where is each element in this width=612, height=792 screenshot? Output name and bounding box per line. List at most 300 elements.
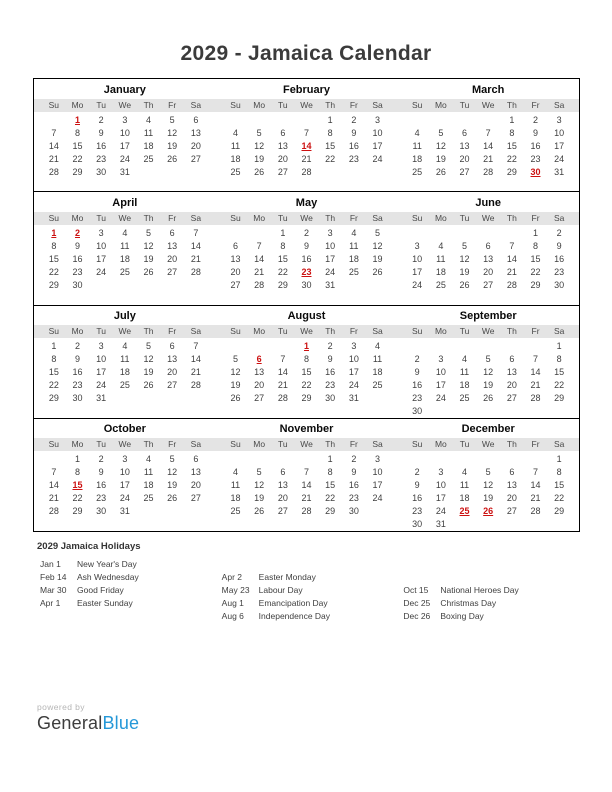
- day-cell: 22: [72, 154, 83, 164]
- month-title-row: [34, 306, 579, 325]
- day-cell: 7: [303, 128, 309, 138]
- holiday-item: [37, 571, 219, 584]
- day-cell: 14: [301, 480, 312, 490]
- day-cell: 13: [254, 366, 265, 377]
- weekday-label: Tu: [96, 100, 106, 110]
- weekday-label: Fr: [531, 100, 540, 110]
- empty-day-cell: [524, 453, 548, 466]
- holiday-date: Oct 15: [403, 585, 429, 595]
- day-cell: 13: [459, 141, 470, 151]
- day-cell: 18: [230, 493, 241, 503]
- day-cell: 16: [554, 254, 565, 265]
- weekday-label: Tu: [459, 100, 470, 110]
- day-cell: 4: [462, 467, 468, 477]
- empty-day-cell: [247, 114, 271, 127]
- day-cell: 8: [303, 353, 309, 364]
- day-cell: 22: [48, 267, 59, 278]
- day-cell: 6: [509, 353, 515, 364]
- day-cell: 11: [412, 141, 422, 151]
- day-cell: 7: [303, 467, 309, 477]
- day-cell: 29: [506, 167, 517, 177]
- day-cell: 1: [556, 340, 562, 351]
- weekday-group: [216, 99, 398, 112]
- day-cell: 30: [96, 167, 107, 177]
- day-cell: 15: [301, 366, 312, 377]
- holiday-name: Boxing Day: [440, 611, 484, 621]
- day-cell: 23: [348, 154, 359, 164]
- holiday-column: [219, 571, 401, 623]
- day-cell: 26: [167, 493, 178, 503]
- weekday-label: Tu: [459, 325, 470, 336]
- day-cell: 13: [167, 241, 178, 252]
- day-cell: 22: [48, 379, 59, 390]
- day-cell: 3: [351, 340, 357, 351]
- day-cell: 21: [48, 154, 59, 164]
- day-cell: 5: [169, 115, 175, 125]
- day-cell: 23: [348, 493, 359, 503]
- month-days-row: [34, 451, 579, 531]
- day-cell: 30: [301, 280, 312, 291]
- day-cell: 23: [554, 267, 565, 278]
- day-cell: 15: [554, 366, 565, 377]
- weekday-label: Th: [143, 213, 154, 224]
- day-cell: 30: [348, 506, 359, 516]
- day-cell: 16: [72, 254, 83, 265]
- day-cell: 5: [232, 353, 238, 364]
- day-cell: 22: [554, 379, 565, 390]
- day-cell: 8: [51, 241, 57, 252]
- day-cell: 2: [74, 340, 80, 351]
- day-cell: 4: [122, 340, 128, 351]
- day-cell: 19: [254, 154, 265, 164]
- day-cell: 3: [122, 454, 128, 464]
- weekday-group: [397, 325, 579, 338]
- day-cell: 11: [230, 141, 241, 151]
- day-cell: 24: [554, 154, 565, 164]
- day-cell: 25: [459, 392, 470, 403]
- month-title-july: July: [113, 309, 136, 322]
- weekday-label: Tu: [96, 325, 106, 336]
- empty-day-cell: [476, 340, 500, 353]
- weekday-label: Mo: [434, 439, 447, 449]
- empty-day-cell: [500, 227, 524, 240]
- day-cell: 26: [143, 379, 154, 390]
- holiday-day-cell: 1: [51, 228, 57, 239]
- day-cell: 26: [459, 280, 470, 291]
- day-grid-april: [34, 225, 216, 304]
- day-cell: 18: [372, 366, 383, 377]
- day-cell: 1: [74, 454, 80, 464]
- day-cell: 20: [506, 493, 517, 503]
- day-cell: 27: [190, 154, 201, 164]
- day-cell: 4: [232, 128, 238, 138]
- day-cell: 30: [72, 392, 83, 403]
- weekday-label: Th: [143, 325, 154, 336]
- day-cell: 9: [303, 241, 309, 252]
- day-cell: 19: [143, 366, 154, 377]
- day-cell: 14: [254, 254, 265, 265]
- day-cell: 28: [301, 167, 312, 177]
- day-cell: 28: [530, 506, 541, 516]
- month-title-march: March: [471, 84, 505, 96]
- day-cell: 17: [119, 480, 130, 490]
- weekday-header-row: [34, 99, 579, 112]
- empty-day-cell: [405, 227, 429, 240]
- day-cell: 31: [554, 167, 565, 177]
- holiday-day-cell: 1: [303, 340, 309, 351]
- day-cell: 16: [325, 366, 336, 377]
- day-cell: 15: [530, 254, 541, 265]
- day-cell: 11: [372, 353, 383, 364]
- day-cell: 21: [506, 267, 517, 278]
- day-cell: 25: [230, 506, 241, 516]
- day-cell: 31: [348, 392, 359, 403]
- day-cell: 1: [51, 340, 57, 351]
- empty-day-cell: [247, 227, 271, 240]
- powered-by-text: powered by: [37, 702, 85, 712]
- day-cell: 16: [412, 379, 423, 390]
- holiday-item: [219, 584, 401, 597]
- weekday-label: Su: [411, 100, 423, 110]
- day-cell: 19: [254, 493, 265, 503]
- day-cell: 8: [51, 353, 57, 364]
- day-cell: 20: [254, 379, 265, 390]
- weekday-label: Th: [143, 439, 154, 449]
- day-cell: 26: [230, 392, 241, 403]
- month-title-february: February: [282, 84, 331, 96]
- day-cell: 31: [325, 280, 336, 291]
- holiday-name: National Heroes Day: [440, 585, 519, 595]
- day-cell: 15: [277, 254, 288, 265]
- empty-day-cell: [42, 114, 66, 127]
- day-cell: 7: [509, 241, 515, 252]
- weekday-label: We: [118, 439, 132, 449]
- weekday-label: We: [481, 100, 495, 110]
- weekday-label: Tu: [278, 325, 288, 336]
- day-cell: 1: [533, 228, 539, 239]
- weekday-label: Sa: [190, 100, 202, 110]
- day-cell: 25: [412, 167, 423, 177]
- day-cell: 15: [48, 366, 59, 377]
- weekday-label: Sa: [554, 439, 565, 449]
- weekday-label: Mo: [434, 100, 447, 110]
- day-cell: 22: [301, 379, 312, 390]
- empty-day-cell: [429, 114, 453, 127]
- weekday-label: Sa: [190, 213, 202, 224]
- day-cell: 22: [506, 154, 517, 164]
- day-cell: 24: [435, 392, 446, 403]
- day-cell: 13: [277, 141, 288, 151]
- day-cell: 19: [435, 154, 446, 164]
- day-cell: 25: [143, 154, 154, 164]
- day-cell: 9: [327, 353, 333, 364]
- holiday-column: [37, 558, 219, 610]
- day-cell: 8: [327, 467, 333, 477]
- day-cell: 23: [96, 154, 107, 164]
- empty-day-cell: [453, 227, 477, 240]
- day-cell: 28: [277, 392, 288, 403]
- holiday-item: [400, 610, 582, 623]
- brand-general-text: General: [37, 713, 103, 733]
- day-cell: 23: [72, 267, 83, 278]
- day-cell: 15: [72, 141, 83, 151]
- day-cell: 17: [554, 141, 565, 151]
- weekday-label: Mo: [253, 439, 266, 449]
- day-cell: 24: [96, 379, 107, 390]
- day-cell: 25: [119, 267, 130, 278]
- weekday-label: Su: [230, 439, 241, 449]
- day-cell: 9: [351, 467, 357, 477]
- day-cell: 8: [556, 353, 562, 364]
- day-cell: 12: [143, 241, 154, 252]
- month-title-row: [34, 79, 579, 99]
- empty-day-cell: [476, 114, 500, 127]
- weekday-label: We: [118, 325, 132, 336]
- day-cell: 11: [120, 353, 130, 364]
- weekday-label: We: [300, 325, 313, 336]
- weekday-label: Mo: [71, 325, 84, 336]
- holiday-day-cell: 25: [459, 506, 470, 516]
- day-cell: 17: [435, 379, 446, 390]
- day-cell: 7: [533, 353, 539, 364]
- day-cell: 18: [143, 480, 154, 490]
- day-cell: 21: [301, 154, 312, 164]
- weekday-group: [34, 325, 216, 338]
- day-cell: 13: [506, 366, 517, 377]
- calendar-grid: [33, 78, 580, 532]
- weekday-group: [34, 212, 216, 225]
- day-cell: 31: [119, 506, 130, 516]
- calendar-row-section: [34, 191, 579, 304]
- empty-day-cell: [429, 340, 453, 353]
- empty-day-cell: [247, 453, 271, 466]
- month-title-may: May: [295, 197, 318, 210]
- day-cell: 16: [530, 141, 541, 151]
- holiday-date: Aug 1: [221, 598, 244, 608]
- empty-day-cell: [453, 114, 477, 127]
- day-cell: 21: [530, 379, 541, 390]
- day-cell: 10: [348, 353, 359, 364]
- weekday-label: Su: [48, 100, 60, 110]
- day-cell: 25: [435, 280, 446, 291]
- day-cell: 27: [167, 379, 178, 390]
- holiday-date: Apr 2: [221, 572, 242, 582]
- day-cell: 29: [301, 392, 312, 403]
- weekday-label: Mo: [253, 100, 266, 110]
- empty-day-cell: [405, 453, 429, 466]
- day-cell: 2: [351, 115, 357, 125]
- generalblue-logo: [37, 713, 139, 734]
- weekday-label: Tu: [96, 439, 106, 449]
- day-cell: 21: [483, 154, 494, 164]
- holiday-item: [219, 571, 401, 584]
- day-cell: 21: [277, 379, 288, 390]
- day-cell: 27: [277, 167, 288, 177]
- day-cell: 16: [96, 480, 107, 490]
- day-cell: 24: [412, 280, 423, 291]
- day-cell: 10: [119, 467, 130, 477]
- holiday-date: Mar 30: [40, 585, 67, 595]
- day-cell: 8: [533, 241, 539, 252]
- day-cell: 4: [145, 115, 151, 125]
- day-cell: 5: [256, 128, 262, 138]
- day-cell: 16: [348, 480, 359, 490]
- day-cell: 8: [509, 128, 515, 138]
- day-grid-november: [216, 451, 398, 531]
- day-cell: 20: [230, 267, 241, 278]
- day-cell: 6: [280, 128, 286, 138]
- day-cell: 7: [256, 241, 262, 252]
- day-grid-june: [397, 225, 579, 304]
- day-cell: 1: [280, 228, 286, 239]
- day-grid-december: [397, 451, 579, 531]
- day-cell: 25: [372, 379, 383, 390]
- month-title-january: January: [103, 84, 146, 96]
- day-grid-may: [216, 225, 398, 304]
- day-cell: 24: [435, 506, 446, 516]
- weekday-label: Fr: [531, 213, 540, 224]
- day-cell: 12: [167, 467, 178, 477]
- weekday-label: Tu: [459, 439, 470, 449]
- weekday-group: [216, 438, 398, 451]
- day-cell: 6: [169, 228, 175, 239]
- day-cell: 5: [256, 467, 262, 477]
- empty-day-cell: [524, 340, 548, 353]
- day-cell: 18: [230, 154, 241, 164]
- day-cell: 20: [190, 141, 201, 151]
- empty-day-cell: [224, 227, 248, 240]
- day-cell: 26: [254, 506, 265, 516]
- day-cell: 9: [74, 241, 80, 252]
- weekday-label: Mo: [71, 213, 84, 224]
- weekday-label: Tu: [278, 100, 288, 110]
- weekday-label: Th: [506, 439, 517, 449]
- day-cell: 10: [372, 128, 383, 138]
- weekday-label: Su: [411, 439, 423, 449]
- day-cell: 9: [98, 467, 104, 477]
- day-cell: 14: [190, 241, 201, 252]
- day-cell: 19: [143, 254, 154, 265]
- day-cell: 23: [325, 379, 336, 390]
- day-cell: 13: [506, 480, 517, 490]
- day-cell: 30: [412, 405, 423, 416]
- day-cell: 28: [48, 167, 59, 177]
- day-cell: 1: [327, 115, 333, 125]
- month-title-december: December: [461, 423, 515, 435]
- day-cell: 29: [554, 392, 565, 403]
- holiday-item: [37, 558, 219, 571]
- day-cell: 7: [280, 353, 286, 364]
- day-cell: 10: [372, 467, 383, 477]
- day-cell: 5: [145, 228, 151, 239]
- day-cell: 6: [193, 115, 199, 125]
- holiday-item: [400, 584, 582, 597]
- day-cell: 24: [96, 267, 107, 278]
- holiday-name: Labour Day: [258, 585, 303, 595]
- day-cell: 18: [119, 254, 130, 265]
- calendar-row-section: [34, 79, 579, 191]
- brand-blue-text: Blue: [102, 713, 140, 733]
- empty-day-cell: [429, 227, 453, 240]
- day-cell: 20: [277, 154, 288, 164]
- day-cell: 12: [459, 254, 470, 265]
- holiday-day-cell: 14: [301, 141, 312, 151]
- day-cell: 3: [414, 241, 420, 252]
- day-cell: 29: [554, 506, 565, 516]
- day-cell: 24: [325, 267, 336, 278]
- day-cell: 6: [232, 241, 238, 252]
- day-cell: 15: [325, 141, 336, 151]
- weekday-label: Mo: [71, 100, 84, 110]
- weekday-label: Fr: [168, 439, 177, 449]
- weekday-label: Mo: [71, 439, 84, 449]
- day-cell: 5: [169, 454, 175, 464]
- holiday-day-cell: 15: [72, 480, 83, 490]
- footer-logo: [37, 702, 139, 734]
- day-cell: 5: [485, 467, 491, 477]
- day-cell: 28: [190, 267, 201, 278]
- day-grid-september: [397, 338, 579, 418]
- day-cell: 30: [72, 280, 83, 291]
- day-cell: 17: [348, 366, 359, 377]
- weekday-label: Sa: [554, 213, 565, 224]
- day-cell: 29: [277, 280, 288, 291]
- weekday-label: Su: [48, 325, 60, 336]
- weekday-label: We: [481, 439, 495, 449]
- day-cell: 19: [230, 379, 241, 390]
- day-cell: 15: [506, 141, 517, 151]
- day-cell: 27: [190, 493, 201, 503]
- empty-day-cell: [429, 453, 453, 466]
- day-cell: 6: [193, 454, 199, 464]
- day-cell: 13: [277, 480, 288, 490]
- weekday-label: We: [118, 213, 132, 224]
- weekday-label: Sa: [554, 325, 565, 336]
- day-cell: 14: [483, 141, 494, 151]
- day-cell: 22: [325, 154, 336, 164]
- month-title-november: November: [279, 423, 334, 435]
- day-cell: 30: [554, 280, 565, 291]
- holiday-date: Feb 14: [40, 572, 67, 582]
- weekday-label: Sa: [372, 213, 383, 224]
- weekday-label: Th: [506, 213, 517, 224]
- day-cell: 4: [232, 467, 238, 477]
- day-cell: 27: [167, 267, 178, 278]
- day-cell: 6: [280, 467, 286, 477]
- empty-day-cell: [271, 114, 295, 127]
- day-cell: 12: [230, 366, 241, 377]
- weekday-label: Sa: [372, 100, 383, 110]
- holiday-item: [37, 597, 219, 610]
- day-cell: 10: [554, 128, 565, 138]
- day-cell: 19: [167, 141, 178, 151]
- day-cell: 22: [530, 267, 541, 278]
- day-cell: 2: [351, 454, 357, 464]
- day-cell: 2: [303, 228, 309, 239]
- weekday-label: Fr: [349, 100, 358, 110]
- weekday-label: We: [481, 213, 495, 224]
- day-cell: 25: [119, 379, 130, 390]
- weekday-label: Tu: [459, 213, 470, 224]
- day-cell: 4: [414, 128, 420, 138]
- day-cell: 4: [122, 228, 128, 239]
- day-cell: 3: [438, 467, 444, 477]
- weekday-label: Su: [230, 213, 241, 224]
- month-title-june: June: [475, 197, 502, 210]
- day-cell: 12: [483, 480, 494, 490]
- day-cell: 28: [483, 167, 494, 177]
- day-cell: 23: [412, 392, 423, 403]
